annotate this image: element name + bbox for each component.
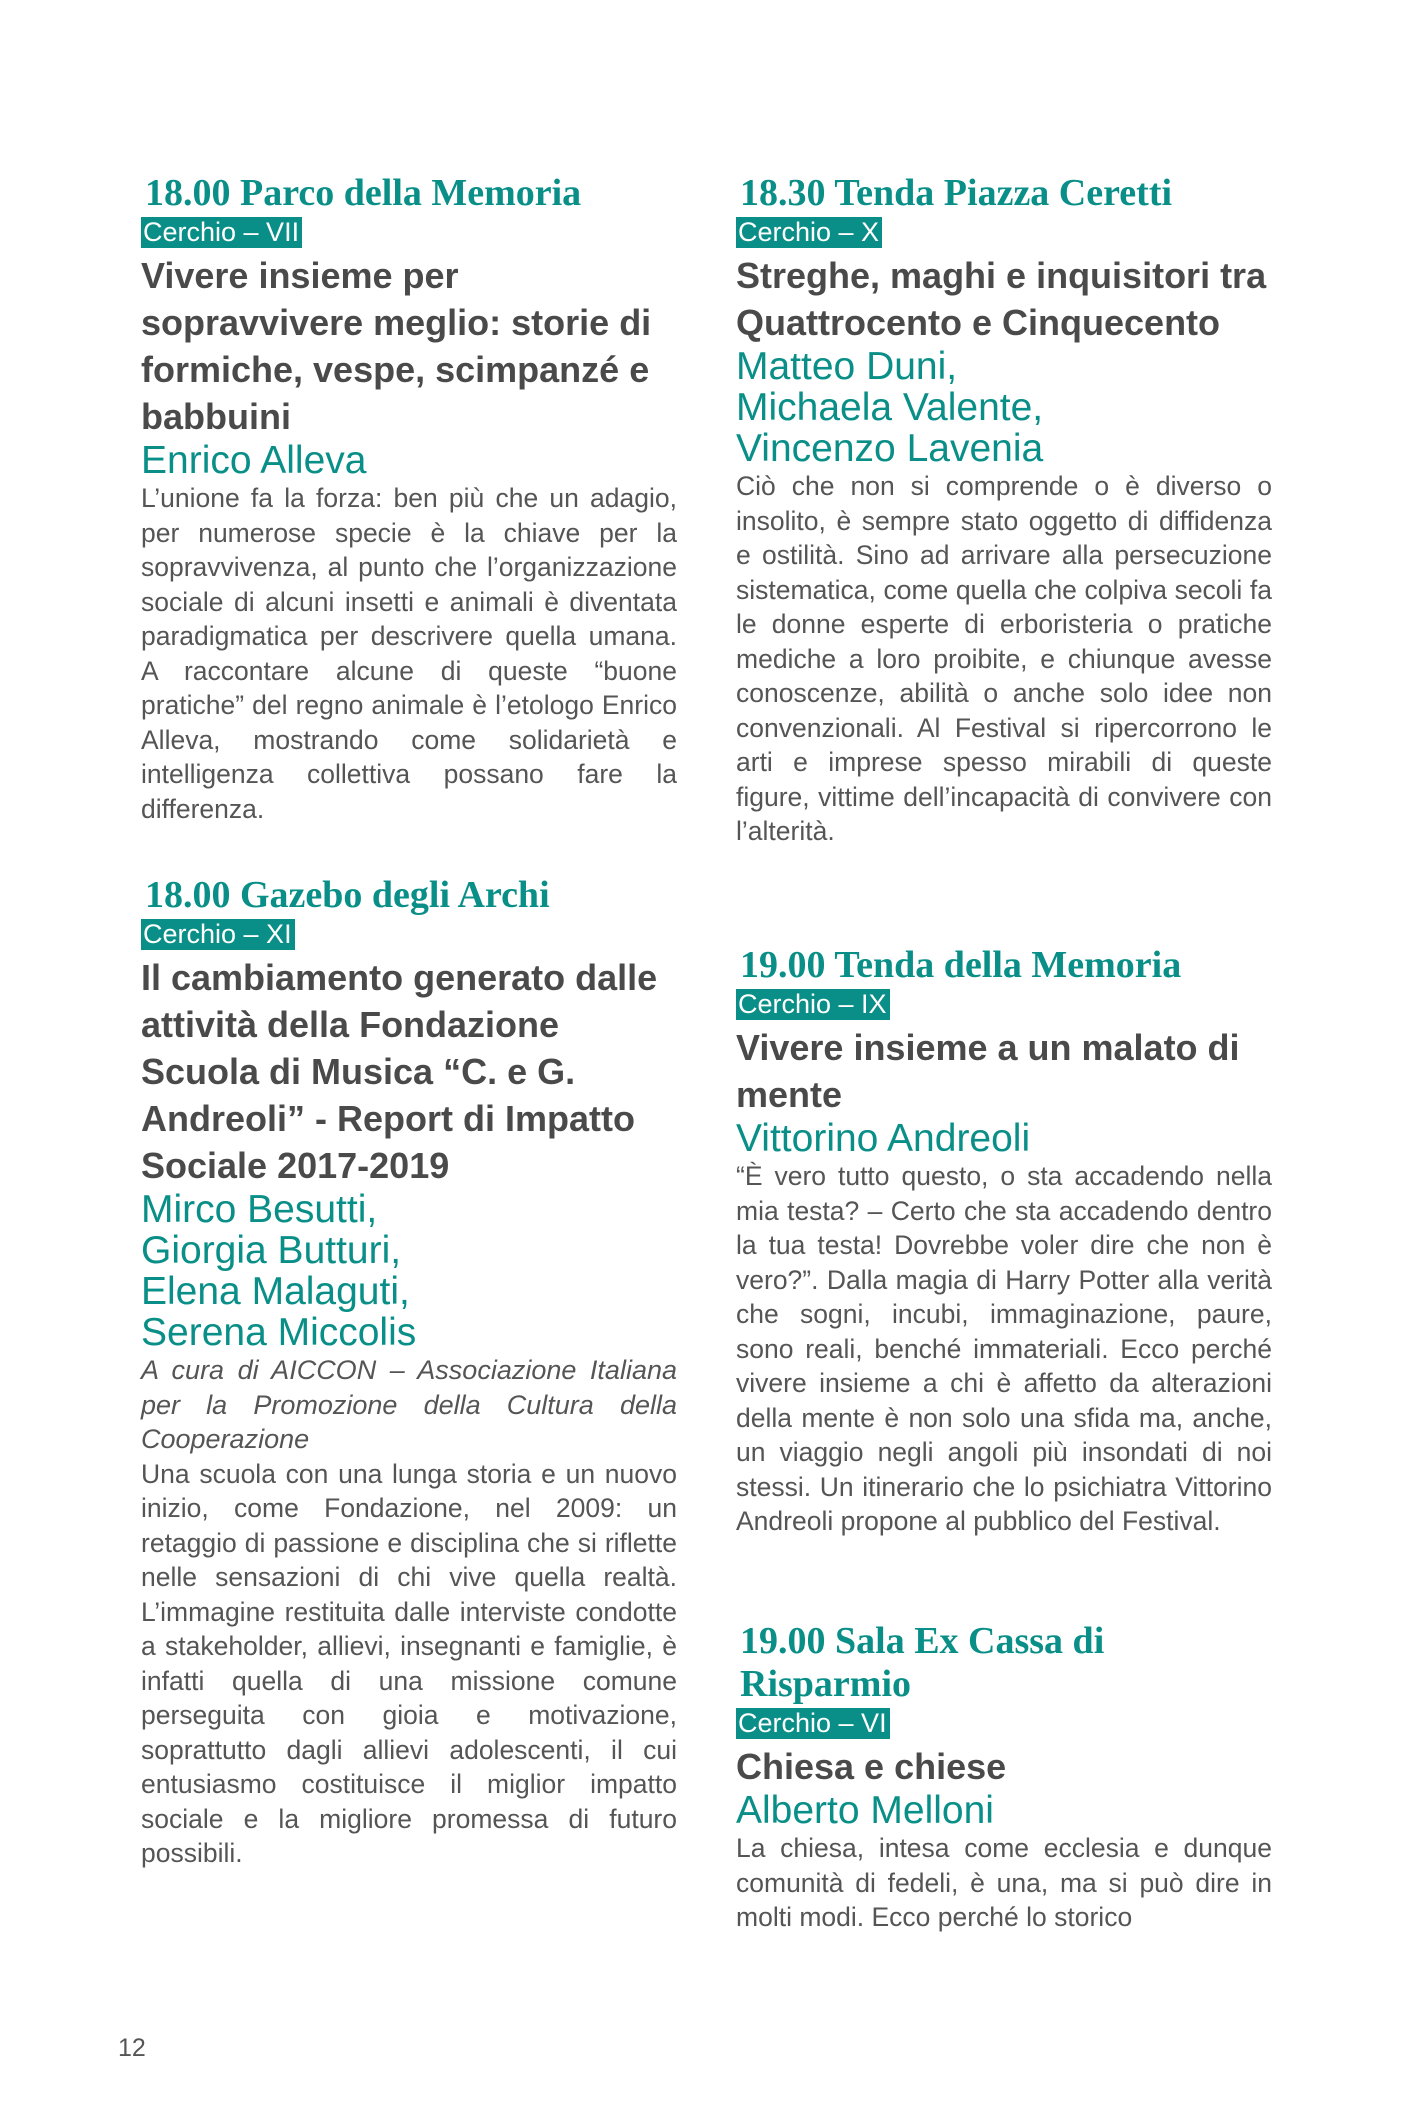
event-title: Streghe, maghi e inquisitori tra Quattrocento e Cinquecento — [736, 255, 1267, 343]
speaker: Giorgia Butturi, — [141, 1229, 402, 1272]
event-time-venue: 19.00 Tenda della Memoria — [740, 944, 1182, 986]
event-title: Vivere insieme per sopravvivere meglio: storie di formiche, vespe, scimpanzé e babbuini — [141, 255, 652, 437]
event-tenda-della-memoria — [736, 944, 1272, 1539]
organizer-note: A cura di AICCON – Associazione Italiana per la Promozione della Cultura della Cooperazione — [141, 1355, 677, 1454]
speaker: Serena Miccolis — [141, 1311, 417, 1354]
event-time-venue: 18.00 Parco della Memoria — [145, 172, 582, 214]
page-number: 12 — [118, 2034, 146, 2062]
event-time-venue: 18.00 Gazebo degli Archi — [145, 874, 550, 916]
speaker: Enrico Alleva — [141, 439, 367, 482]
circle-tag: Cerchio – IX — [736, 989, 890, 1020]
speaker: Elena Malaguti, — [141, 1270, 410, 1313]
speaker: Vittorino Andreoli — [736, 1117, 1031, 1160]
speaker: Mirco Besutti, — [141, 1188, 378, 1231]
event-description: L’unione fa la forza: ben più che un adagio, per numerose specie è la chiave per la sopravvivenza, al punto che l’organizzazione sociale di alcuni insetti e animali è diventata paradigmatica per descrivere quella umana. A raccontare alcune di queste “buone pratiche” del regno animale è l’etologo Enrico Alleva, mostrando come solidarietà e intelligenza collettiva possano fare la differenza. — [141, 483, 677, 824]
circle-tag: Cerchio – VII — [141, 217, 302, 248]
event-description: La chiesa, intesa come ecclesia e dunque comunità di fedeli, è una, ma si può dire in molti modi. Ecco perché lo storico — [736, 1833, 1272, 1932]
event-title: Chiesa e chiese — [736, 1746, 1007, 1787]
event-gazebo-degli-archi — [141, 874, 677, 1871]
speaker: Michaela Valente, — [736, 386, 1044, 429]
event-parco-della-memoria — [141, 172, 677, 826]
circle-tag: Cerchio – VI — [736, 1708, 890, 1739]
circle-tag: Cerchio – X — [736, 217, 882, 248]
event-description: Una scuola con una lunga storia e un nuovo inizio, come Fondazione, nel 2009: un retaggio di passione e disciplina che si riflette nelle sensazioni di chi vive quella realtà. L’immagine restituita dalle interviste condotte a stakeholder, allievi, insegnanti e famiglie, è infatti quella di una missione comune perseguita con gioia e motivazione, soprattutto dagli allievi adolescenti, il cui entusiasmo costituisce il miglior impatto sociale e la migliore promessa di futuro possibili. — [141, 1458, 677, 1868]
event-tenda-piazza-ceretti — [736, 172, 1272, 849]
event-time-venue: 19.00 Sala Ex Cassa di Risparmio — [740, 1620, 1105, 1705]
event-time-venue: 18.30 Tenda Piazza Ceretti — [740, 172, 1173, 214]
speaker: Alberto Melloni — [736, 1789, 994, 1832]
event-title: Vivere insieme a un malato di mente — [736, 1027, 1240, 1115]
circle-tag: Cerchio – XI — [141, 919, 295, 950]
event-description: Ciò che non si comprende o è diverso o insolito, è sempre stato oggetto di diffidenza e ostilità. Sino ad arrivare alla persecuzione sistematica, come quella che colpiva secoli fa le donne esperte di erboristeria o pratiche mediche a loro proibite, e chiunque avesse conoscenze, abilità o anche solo idee non convenzionali. Al Festival si ripercorrono le arti e imprese spesso mirabili di queste figure, vittime dell’incapacità di convivere con l’alterità. — [736, 471, 1272, 846]
speaker: Matteo Duni, — [736, 345, 958, 388]
event-description: “È vero tutto questo, o sta accadendo nella mia testa? – Certo che sta accadendo dentro la tua testa! Dovrebbe voler dire che non è vero?”. Dalla magia di Harry Potter alla verità che sogni, incubi, immaginazione, paure, sono reali, benché immateriali. Ecco perché vivere insieme a chi è affetto da alterazioni della mente è non solo una sfida ma, anche, un viaggio negli angoli più insondati di noi stessi. Un itinerario che lo psichiatra Vittorino Andreoli propone al pubblico del Festival. — [736, 1161, 1272, 1536]
speaker: Vincenzo Lavenia — [736, 427, 1044, 470]
event-title: Il cambiamento generato dalle attività della Fondazione Scuola di Musica “C. e G. Andreoli” - Report di Impatto Sociale 2017-2019 — [141, 957, 658, 1186]
event-sala-ex-cassa-di-risparmio — [736, 1620, 1272, 1935]
